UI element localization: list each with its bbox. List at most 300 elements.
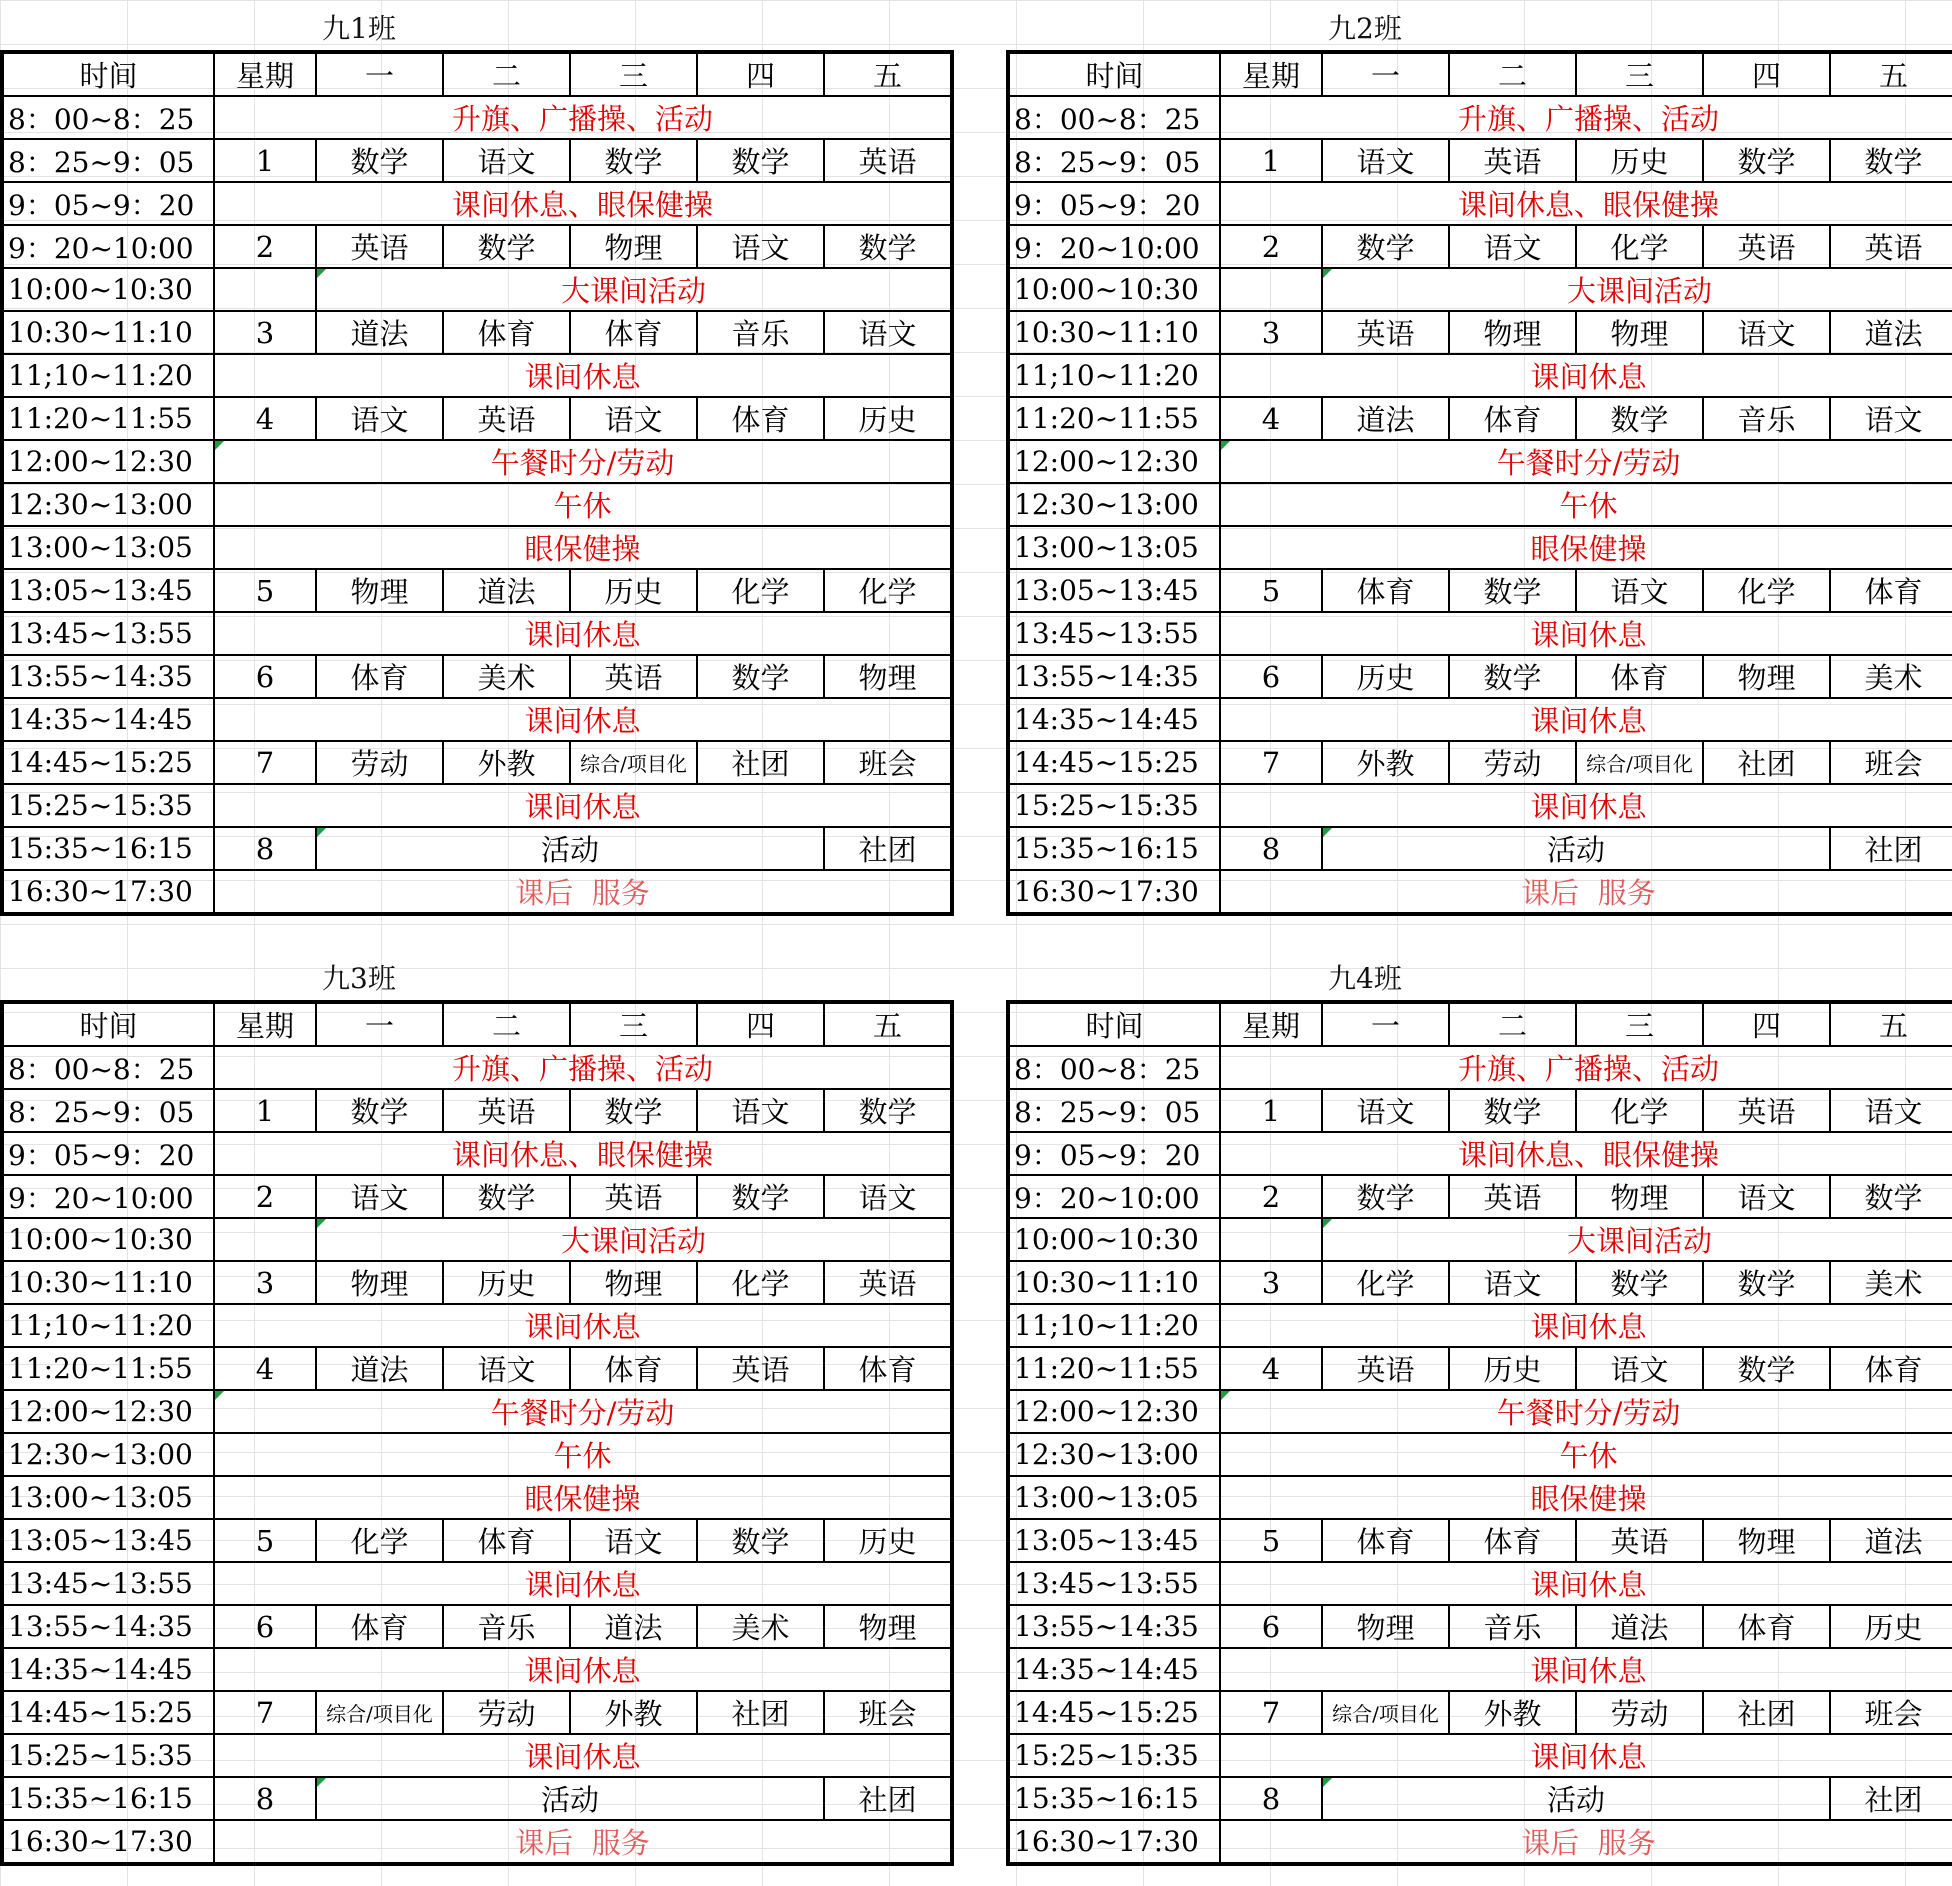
subject-cell: 社团 [697,741,824,784]
period-number: 8 [214,1777,316,1820]
subject-cell: 外教 [1322,741,1449,784]
subject-cell: 数学 [1449,569,1576,612]
period-number: 4 [214,397,316,440]
header-day: 五 [1830,1002,1952,1046]
subject-cell: 道法 [1830,311,1952,354]
table-row [2,1218,952,1261]
subject-cell: 英语 [1703,225,1830,268]
timetable [0,1000,954,1866]
subject-cell: 数学 [1703,139,1830,182]
time-cell: 15:25~15:35 [1008,1734,1220,1777]
event-cell: 课间休息、眼保健操 [1220,182,1952,225]
subject-cell: 数学 [697,1175,824,1218]
subject-cell: 音乐 [697,311,824,354]
subject-cell: 班会 [1830,741,1952,784]
class-title: 九2班 [1328,12,1402,45]
subject-cell: 化学 [1576,225,1703,268]
time-cell: 8：00~8：25 [1008,1046,1220,1089]
table-row [1008,311,1952,354]
table-row [1008,1132,1952,1175]
time-cell: 13:00~13:05 [2,1476,214,1519]
header-day: 二 [443,52,570,96]
event-cell: 眼保健操 [214,1476,952,1519]
event-cell: 课间休息 [214,1562,952,1605]
subject-cell: 社团 [1703,741,1830,784]
time-cell: 9：20~10:00 [2,1175,214,1218]
table-row [1008,870,1952,914]
period-number: 3 [1220,311,1322,354]
table-row [1008,655,1952,698]
event-cell: 课间休息 [214,354,952,397]
table-row [1008,1390,1952,1433]
time-cell: 13:05~13:45 [1008,1519,1220,1562]
subject-cell: 综合/项目化 [1322,1691,1449,1734]
time-cell: 13:55~14:35 [2,1605,214,1648]
subject-cell: 音乐 [443,1605,570,1648]
subject-cell: 英语 [1449,139,1576,182]
time-cell: 15:25~15:35 [2,784,214,827]
table-row [2,569,952,612]
header-day: 四 [697,1002,824,1046]
table-row [1008,354,1952,397]
subject-cell: 语文 [1449,225,1576,268]
period-number: 6 [1220,655,1322,698]
header-day: 一 [1322,1002,1449,1046]
table-row [1008,1562,1952,1605]
event-cell: 课后 服务 [1220,870,1952,914]
time-cell: 12:30~13:00 [2,1433,214,1476]
subject-cell: 历史 [570,569,697,612]
header-day: 三 [570,1002,697,1046]
subject-cell: 语文 [570,1519,697,1562]
subject-cell: 化学 [824,569,952,612]
time-cell: 9：20~10:00 [1008,1175,1220,1218]
time-cell: 13:55~14:35 [1008,1605,1220,1648]
subject-cell: 数学 [316,139,443,182]
time-cell: 12:00~12:30 [2,1390,214,1433]
table-row [2,1433,952,1476]
period-number: 6 [1220,1605,1322,1648]
time-cell: 12:00~12:30 [2,440,214,483]
event-cell: 大课间活动 [316,268,952,311]
event-cell: 课后 服务 [214,870,952,914]
table-row [1008,526,1952,569]
subject-cell: 英语 [824,1261,952,1304]
subject-cell: 体育 [1703,1605,1830,1648]
class-title-row [0,0,950,50]
event-cell: 午餐时分/劳动 [214,440,952,483]
subject-cell: 语文 [443,139,570,182]
subject-cell: 语文 [443,1347,570,1390]
table-row [1008,1691,1952,1734]
subject-cell: 社团 [1830,1777,1952,1820]
subject-cell: 数学 [570,1089,697,1132]
table-row [1008,397,1952,440]
table-row [2,784,952,827]
event-cell: 午餐时分/劳动 [1220,1390,1952,1433]
subject-cell: 体育 [570,311,697,354]
subject-cell: 外教 [570,1691,697,1734]
subject-cell: 班会 [1830,1691,1952,1734]
table-row [1008,698,1952,741]
table-row [2,483,952,526]
header-day: 四 [697,52,824,96]
subject-cell: 物理 [570,1261,697,1304]
event-cell: 课间休息、眼保健操 [1220,1132,1952,1175]
subject-cell: 社团 [824,1777,952,1820]
event-cell: 课间休息 [1220,784,1952,827]
subject-cell: 劳动 [1576,1691,1703,1734]
table-row [2,354,952,397]
timetable-block [0,0,950,916]
time-cell: 15:25~15:35 [1008,784,1220,827]
subject-cell: 英语 [1576,1519,1703,1562]
table-row [1008,483,1952,526]
subject-cell: 劳动 [443,1691,570,1734]
header-day: 一 [1322,52,1449,96]
time-cell: 14:35~14:45 [1008,698,1220,741]
header-day: 三 [1576,52,1703,96]
time-cell: 13:45~13:55 [1008,1562,1220,1605]
time-cell: 15:35~16:15 [1008,1777,1220,1820]
subject-cell: 综合/项目化 [1576,741,1703,784]
time-cell: 11;10~11:20 [1008,354,1220,397]
time-cell: 14:45~15:25 [1008,741,1220,784]
time-cell: 13:05~13:45 [1008,569,1220,612]
subject-cell: 英语 [697,1347,824,1390]
subject-cell: 综合/项目化 [570,741,697,784]
event-cell: 课间休息 [1220,354,1952,397]
subject-cell: 语文 [1703,311,1830,354]
time-cell: 12:30~13:00 [2,483,214,526]
subject-cell: 化学 [1322,1261,1449,1304]
subject-cell: 化学 [1703,569,1830,612]
subject-cell: 道法 [1830,1519,1952,1562]
time-cell: 14:45~15:25 [1008,1691,1220,1734]
table-row [2,827,952,870]
table-row [1008,182,1952,225]
time-cell: 10:00~10:30 [2,268,214,311]
time-cell: 11:20~11:55 [1008,397,1220,440]
table-row [1008,1347,1952,1390]
period-number: 2 [1220,225,1322,268]
timetable [1006,50,1952,916]
subject-cell: 物理 [1322,1605,1449,1648]
subject-cell: 美术 [1830,1261,1952,1304]
period-number: 2 [214,1175,316,1218]
table-row [1008,1605,1952,1648]
header-day: 五 [824,52,952,96]
period-number: 2 [1220,1175,1322,1218]
header-week: 星期 [214,52,316,96]
subject-cell: 音乐 [1703,397,1830,440]
subject-cell: 数学 [443,225,570,268]
time-cell: 12:30~13:00 [1008,1433,1220,1476]
subject-cell: 体育 [316,1605,443,1648]
time-cell: 11:20~11:55 [2,1347,214,1390]
event-cell: 课间休息 [214,698,952,741]
subject-cell: 英语 [443,1089,570,1132]
subject-cell: 道法 [316,311,443,354]
subject-cell: 体育 [1322,1519,1449,1562]
time-cell: 11;10~11:20 [2,354,214,397]
subject-cell: 历史 [1322,655,1449,698]
event-cell: 升旗、广播操、活动 [214,96,952,139]
time-cell: 9：20~10:00 [2,225,214,268]
period-number: 7 [1220,1691,1322,1734]
event-cell: 午休 [214,483,952,526]
table-row [2,698,952,741]
table-row [2,1476,952,1519]
time-cell: 15:35~16:15 [2,1777,214,1820]
subject-cell: 数学 [824,225,952,268]
time-cell: 8：25~9：05 [2,139,214,182]
event-cell: 课间休息 [214,1734,952,1777]
table-row [2,612,952,655]
time-cell: 10:30~11:10 [1008,311,1220,354]
table-row [2,526,952,569]
subject-cell: 数学 [570,139,697,182]
subject-cell: 社团 [697,1691,824,1734]
table-row [1008,268,1952,311]
activity-cell: 活动 [316,827,824,870]
subject-cell: 语文 [824,1175,952,1218]
table-row [2,1304,952,1347]
table-row [2,311,952,354]
period-number: 7 [1220,741,1322,784]
table-row [2,1390,952,1433]
subject-cell: 化学 [316,1519,443,1562]
time-cell: 16:30~17:30 [1008,870,1220,914]
event-cell: 眼保健操 [1220,1476,1952,1519]
time-cell: 14:35~14:45 [1008,1648,1220,1691]
time-cell: 13:45~13:55 [2,612,214,655]
subject-cell: 英语 [1322,311,1449,354]
header-row [2,1002,952,1046]
period-number: 3 [214,311,316,354]
class-title-row [0,950,950,1000]
header-day: 二 [443,1002,570,1046]
event-cell: 午餐时分/劳动 [214,1390,952,1433]
header-time: 时间 [1008,1002,1220,1046]
subject-cell: 音乐 [1449,1605,1576,1648]
subject-cell: 数学 [1322,1175,1449,1218]
time-cell: 10:00~10:30 [1008,268,1220,311]
header-row [2,52,952,96]
subject-cell: 体育 [1322,569,1449,612]
subject-cell: 数学 [1576,397,1703,440]
header-day: 三 [1576,1002,1703,1046]
event-cell: 课间休息 [214,784,952,827]
subject-cell: 美术 [1830,655,1952,698]
activity-cell: 活动 [1322,827,1830,870]
subject-cell: 社团 [1830,827,1952,870]
time-cell: 8：00~8：25 [2,1046,214,1089]
period-number: 5 [214,1519,316,1562]
subject-cell: 数学 [697,139,824,182]
blank-cell [214,268,316,311]
subject-cell: 历史 [443,1261,570,1304]
table-row [2,870,952,914]
event-cell: 课间休息 [214,612,952,655]
timetable-block [0,950,950,1866]
table-row [2,96,952,139]
subject-cell: 劳动 [1449,741,1576,784]
event-cell: 午休 [214,1433,952,1476]
table-row [2,1820,952,1864]
subject-cell: 化学 [1576,1089,1703,1132]
blank-cell [214,1218,316,1261]
event-cell: 升旗、广播操、活动 [1220,1046,1952,1089]
subject-cell: 语文 [316,397,443,440]
header-day: 三 [570,52,697,96]
table-row [1008,612,1952,655]
event-cell: 午休 [1220,483,1952,526]
header-day: 二 [1449,1002,1576,1046]
subject-cell: 外教 [1449,1691,1576,1734]
event-cell: 课间休息 [1220,698,1952,741]
event-cell: 眼保健操 [214,526,952,569]
event-cell: 课间休息 [1220,1734,1952,1777]
table-row [1008,1648,1952,1691]
period-number: 1 [214,1089,316,1132]
header-day: 四 [1703,52,1830,96]
time-cell: 8：25~9：05 [1008,139,1220,182]
table-row [2,139,952,182]
subject-cell: 体育 [1576,655,1703,698]
time-cell: 13:45~13:55 [2,1562,214,1605]
time-cell: 12:00~12:30 [1008,440,1220,483]
time-cell: 13:00~13:05 [1008,1476,1220,1519]
event-cell: 课间休息 [1220,612,1952,655]
subject-cell: 语文 [570,397,697,440]
timetable [1006,1000,1952,1866]
subject-cell: 物理 [1703,655,1830,698]
time-cell: 8：00~8：25 [1008,96,1220,139]
table-row [2,225,952,268]
subject-cell: 体育 [570,1347,697,1390]
subject-cell: 体育 [1830,1347,1952,1390]
time-cell: 15:25~15:35 [2,1734,214,1777]
table-row [1008,784,1952,827]
table-row [2,1175,952,1218]
subject-cell: 道法 [316,1347,443,1390]
subject-cell: 体育 [1449,397,1576,440]
subject-cell: 社团 [824,827,952,870]
timetable-block [1006,950,1952,1866]
subject-cell: 物理 [1576,311,1703,354]
subject-cell: 班会 [824,741,952,784]
time-cell: 15:35~16:15 [2,827,214,870]
timetable [0,50,954,916]
subject-cell: 英语 [1830,225,1952,268]
period-number: 1 [1220,139,1322,182]
blank-cell [1220,1218,1322,1261]
table-row [1008,1734,1952,1777]
subject-cell: 英语 [570,1175,697,1218]
table-row [1008,1777,1952,1820]
event-cell: 午餐时分/劳动 [1220,440,1952,483]
time-cell: 16:30~17:30 [2,1820,214,1864]
period-number: 8 [1220,1777,1322,1820]
table-row [2,1347,952,1390]
header-week: 星期 [1220,1002,1322,1046]
blank-cell [1220,268,1322,311]
subject-cell: 物理 [824,655,952,698]
table-row [2,1046,952,1089]
time-cell: 12:00~12:30 [1008,1390,1220,1433]
table-row [1008,1519,1952,1562]
subject-cell: 道法 [1322,397,1449,440]
subject-cell: 综合/项目化 [316,1691,443,1734]
header-time: 时间 [1008,52,1220,96]
subject-cell: 社团 [1703,1691,1830,1734]
subject-cell: 语文 [1322,139,1449,182]
time-cell: 11;10~11:20 [1008,1304,1220,1347]
table-row [1008,225,1952,268]
time-cell: 15:35~16:15 [1008,827,1220,870]
period-number: 4 [1220,397,1322,440]
header-row [1008,52,1952,96]
table-row [1008,1304,1952,1347]
subject-cell: 英语 [570,655,697,698]
event-cell: 课间休息、眼保健操 [214,1132,952,1175]
event-cell: 课后 服务 [1220,1820,1952,1864]
table-row [1008,1175,1952,1218]
time-cell: 14:35~14:45 [2,1648,214,1691]
subject-cell: 语文 [1830,1089,1952,1132]
table-row [2,1261,952,1304]
table-row [1008,1089,1952,1132]
subject-cell: 英语 [1449,1175,1576,1218]
subject-cell: 语文 [316,1175,443,1218]
time-cell: 13:55~14:35 [2,655,214,698]
table-row [2,1734,952,1777]
time-cell: 10:00~10:30 [2,1218,214,1261]
table-row [1008,139,1952,182]
subject-cell: 英语 [1322,1347,1449,1390]
event-cell: 大课间活动 [1322,268,1952,311]
table-row [2,182,952,225]
subject-cell: 历史 [1830,1605,1952,1648]
event-cell: 课间休息、眼保健操 [214,182,952,225]
table-row [2,1605,952,1648]
activity-cell: 活动 [1322,1777,1830,1820]
period-number: 5 [1220,1519,1322,1562]
event-cell: 午休 [1220,1433,1952,1476]
table-row [1008,1046,1952,1089]
subject-cell: 体育 [443,1519,570,1562]
table-row [2,397,952,440]
table-row [2,440,952,483]
header-time: 时间 [2,52,214,96]
subject-cell: 数学 [697,655,824,698]
time-cell: 10:30~11:10 [2,1261,214,1304]
table-row [1008,1820,1952,1864]
table-row [2,1648,952,1691]
subject-cell: 化学 [697,1261,824,1304]
header-day: 五 [1830,52,1952,96]
period-number: 6 [214,1605,316,1648]
time-cell: 9：05~9：20 [2,1132,214,1175]
event-cell: 大课间活动 [1322,1218,1952,1261]
subject-cell: 数学 [1830,139,1952,182]
time-cell: 9：05~9：20 [1008,1132,1220,1175]
subject-cell: 数学 [443,1175,570,1218]
subject-cell: 美术 [443,655,570,698]
subject-cell: 班会 [824,1691,952,1734]
subject-cell: 语文 [1449,1261,1576,1304]
